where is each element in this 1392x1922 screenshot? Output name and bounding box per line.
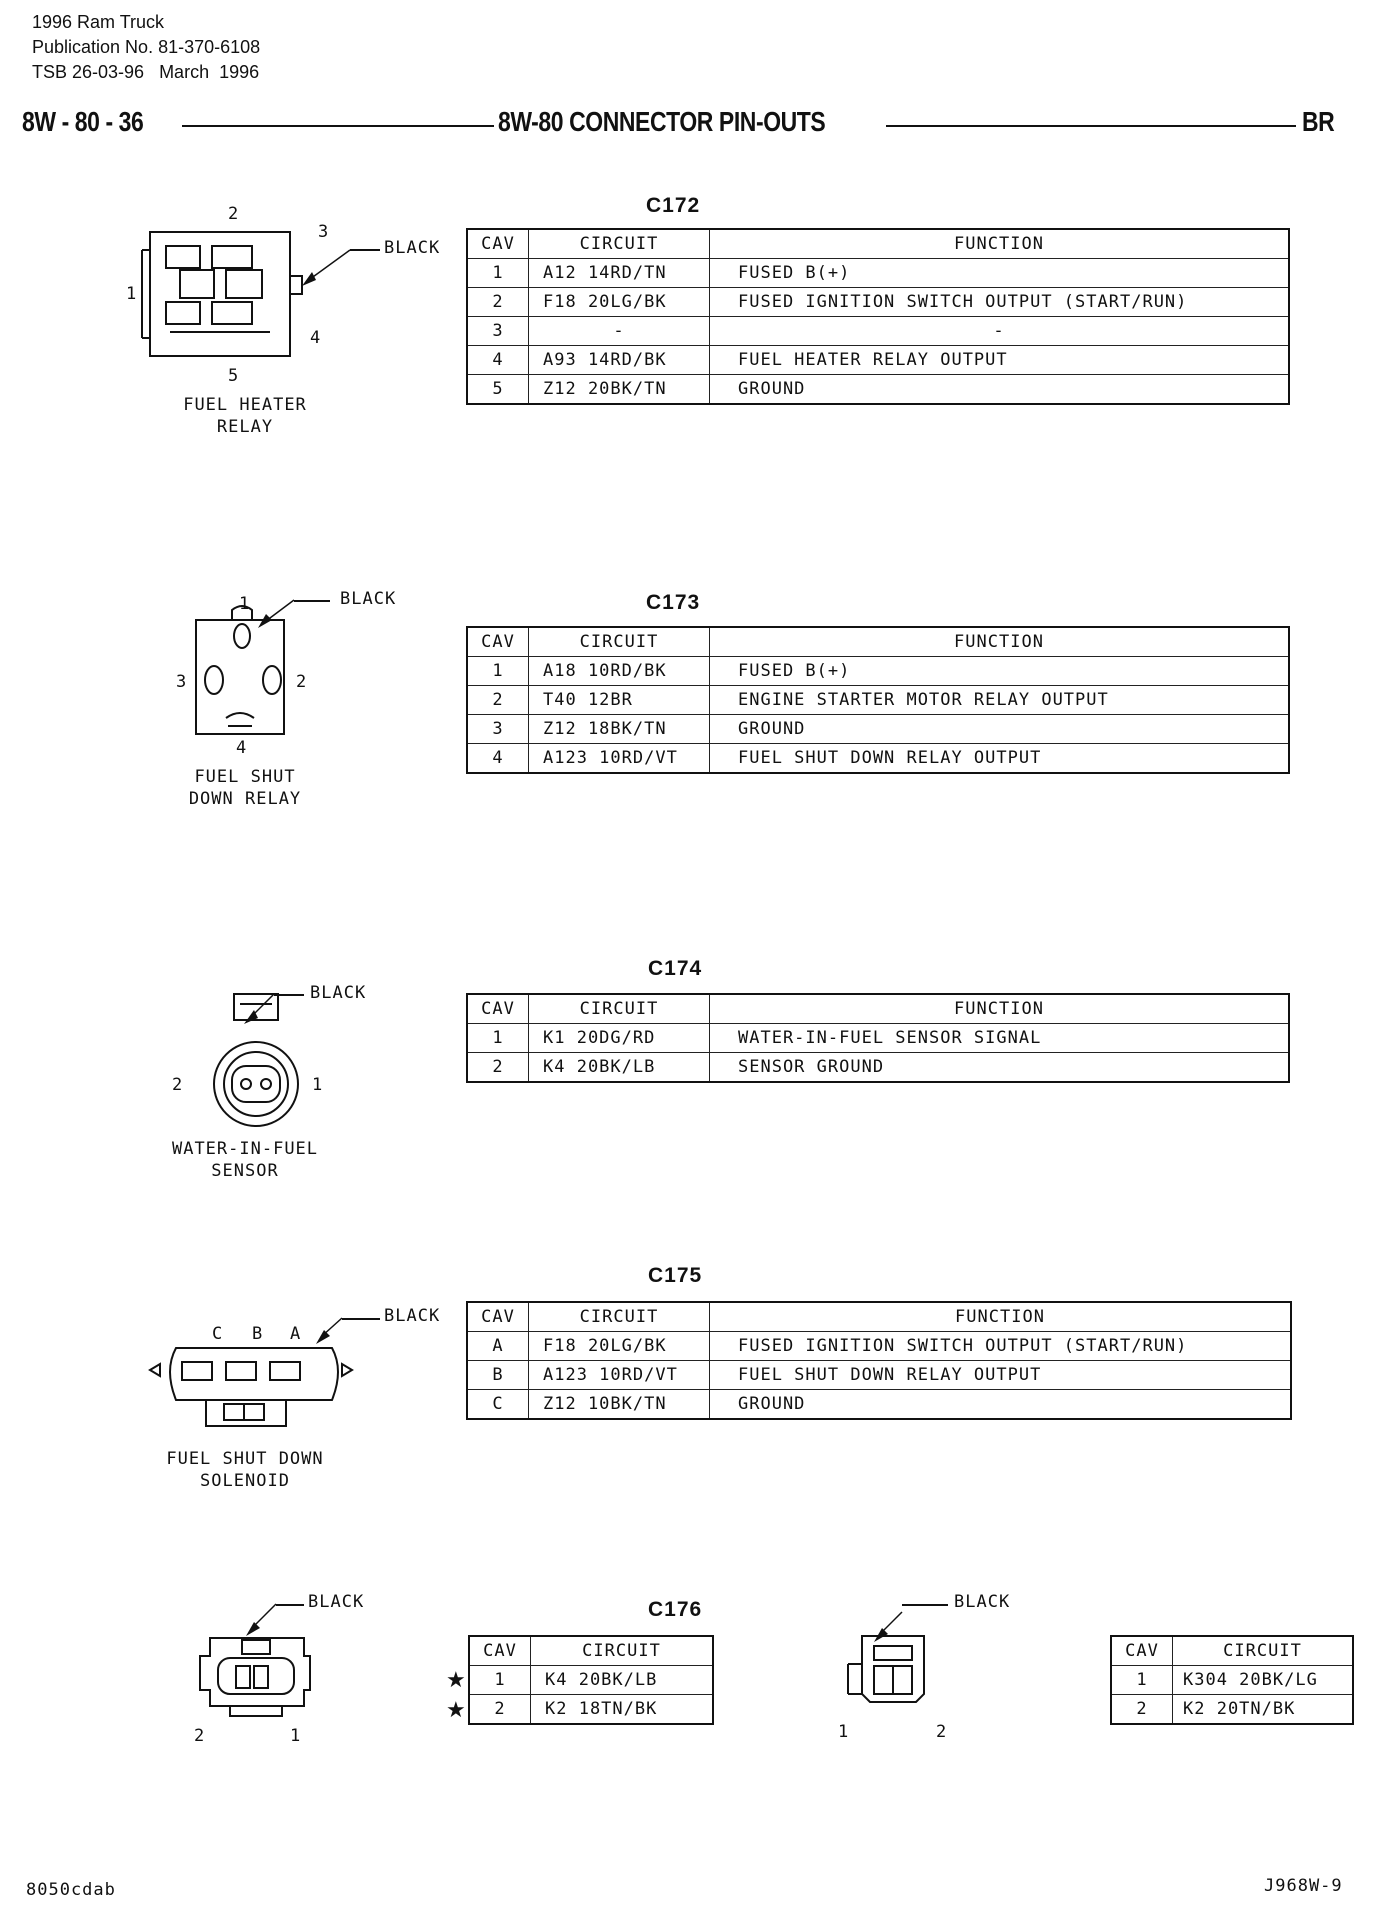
c172-connector-diagram <box>140 220 340 380</box>
function-cell: FUSED IGNITION SWITCH OUTPUT (START/RUN) <box>710 1332 1292 1361</box>
footer-left-code: 8050cdab <box>26 1880 116 1900</box>
table-row <box>467 686 1289 715</box>
c174-component-line2: SENSOR <box>211 1161 279 1181</box>
cav-cell: 2 <box>467 1053 529 1083</box>
c174-component-name <box>150 1138 340 1182</box>
cav-cell: 1 <box>467 657 529 686</box>
function-cell: SENSOR GROUND <box>710 1053 1290 1083</box>
col-cav: CAV <box>467 229 529 259</box>
table-row <box>467 657 1289 686</box>
c175-component-name <box>140 1448 350 1492</box>
function-cell: GROUND <box>710 715 1290 744</box>
cav-cell: 1 <box>467 1024 529 1053</box>
c172-color-label: BLACK <box>384 238 441 258</box>
cav-cell: 1 <box>1111 1666 1173 1695</box>
c175-pin-b-label: B <box>252 1324 263 1344</box>
cav-cell: 2 <box>467 288 529 317</box>
header-rule-right <box>886 125 1296 127</box>
c173-color-label: BLACK <box>340 589 397 609</box>
doc-vehicle: 1996 Ram Truck <box>32 12 165 32</box>
c176-row2-star: ★ <box>446 1698 466 1723</box>
table-header-row <box>467 229 1289 259</box>
c173-pin-2-label: 2 <box>296 672 307 692</box>
cav-cell: 3 <box>467 317 529 346</box>
col-circuit: CIRCUIT <box>529 994 710 1024</box>
circuit-cell: Z12 18BK/TN <box>529 715 710 744</box>
c173-pin-3-label: 3 <box>176 672 187 692</box>
table-row <box>467 288 1289 317</box>
table-header-row <box>467 994 1289 1024</box>
table-row <box>467 1361 1291 1390</box>
table-header-row <box>467 1302 1291 1332</box>
c176b-pin-1-label: 1 <box>838 1722 849 1742</box>
col-cav: CAV <box>467 994 529 1024</box>
c172-table <box>466 228 1290 405</box>
col-function: FUNCTION <box>710 627 1290 657</box>
circuit-cell: A93 14RD/BK <box>529 346 710 375</box>
c175-color-label: BLACK <box>384 1306 441 1326</box>
cav-cell: C <box>467 1390 529 1420</box>
table-row <box>467 1024 1289 1053</box>
c173-pin-4-label: 4 <box>236 738 247 758</box>
c176-color-label: BLACK <box>308 1592 365 1612</box>
cav-cell: 2 <box>469 1695 531 1725</box>
c174-title: C174 <box>648 957 703 980</box>
c174-pin-1-label: 1 <box>312 1075 323 1095</box>
c172-pin-2-label: 2 <box>228 204 239 224</box>
c172-pin-4-label: 4 <box>310 328 321 348</box>
c173-leader-line <box>294 600 330 602</box>
cav-cell: 1 <box>467 259 529 288</box>
function-cell: FUEL HEATER RELAY OUTPUT <box>710 346 1290 375</box>
function-cell: FUSED B(+) <box>710 259 1290 288</box>
c172-pin-5-label: 5 <box>228 366 239 386</box>
function-cell: GROUND <box>710 375 1290 405</box>
c172-component-line1: FUEL HEATER <box>183 395 307 415</box>
c176-pin-2-label: 2 <box>194 1726 205 1746</box>
c174-component-line1: WATER-IN-FUEL <box>171 1139 319 1159</box>
cav-cell: 3 <box>467 715 529 744</box>
cav-cell: 1 <box>469 1666 531 1695</box>
cav-cell: 2 <box>1111 1695 1173 1725</box>
c176-row1-star: ★ <box>446 1668 466 1693</box>
cav-cell: 2 <box>467 686 529 715</box>
circuit-cell: A123 10RD/VT <box>529 744 710 774</box>
function-cell: FUEL SHUT DOWN RELAY OUTPUT <box>710 1361 1292 1390</box>
table-row <box>469 1666 713 1695</box>
function-cell: FUEL SHUT DOWN RELAY OUTPUT <box>710 744 1290 774</box>
c176-leader-line <box>276 1604 304 1606</box>
page-number: 8W - 80 - 36 <box>22 106 144 137</box>
cav-cell: 5 <box>467 375 529 405</box>
doc-publication: Publication No. 81-370-6108 <box>32 37 261 57</box>
c176-connector-diagram <box>190 1610 330 1720</box>
circuit-cell: F18 20LG/BK <box>529 288 710 317</box>
circuit-cell: K1 20DG/RD <box>529 1024 710 1053</box>
circuit-cell: K4 20BK/LB <box>531 1666 714 1695</box>
c172-component-line2: RELAY <box>216 417 274 437</box>
table-row <box>467 1390 1291 1420</box>
table-row <box>467 715 1289 744</box>
c174-connector-diagram <box>190 990 330 1120</box>
page-title: 8W-80 CONNECTOR PIN-OUTS <box>498 106 826 137</box>
c172-pin-1-label: 1 <box>126 284 137 304</box>
c175-connector-diagram <box>146 1330 366 1440</box>
function-cell: FUSED B(+) <box>710 657 1290 686</box>
c174-pin-2-label: 2 <box>172 1075 183 1095</box>
c175-pin-a-label: A <box>290 1324 301 1344</box>
c173-table <box>466 626 1290 774</box>
c176b-pin-2-label: 2 <box>936 1722 947 1742</box>
c175-component-line1: FUEL SHUT DOWN <box>166 1449 324 1469</box>
col-circuit: CIRCUIT <box>1173 1636 1354 1666</box>
col-cav: CAV <box>467 627 529 657</box>
footer-right-code: J968W-9 <box>1264 1876 1343 1896</box>
function-cell: - <box>710 317 1290 346</box>
c175-table <box>466 1301 1292 1420</box>
c175-pin-c-label: C <box>212 1324 223 1344</box>
c175-title: C175 <box>648 1264 703 1287</box>
col-circuit: CIRCUIT <box>531 1636 714 1666</box>
c174-table <box>466 993 1290 1083</box>
col-cav: CAV <box>1111 1636 1173 1666</box>
section-code: BR <box>1302 106 1335 137</box>
c173-component-line1: FUEL SHUT <box>194 767 296 787</box>
c176b-leader-line <box>902 1604 948 1606</box>
c176-title: C176 <box>648 1598 703 1621</box>
circuit-cell: A123 10RD/VT <box>529 1361 710 1390</box>
cav-cell: A <box>467 1332 529 1361</box>
table-header-row <box>467 627 1289 657</box>
c176-table <box>468 1635 714 1725</box>
table-row <box>467 744 1289 774</box>
c175-component-line2: SOLENOID <box>200 1471 290 1491</box>
table-row <box>467 375 1289 405</box>
table-row <box>467 346 1289 375</box>
c173-component-name <box>160 766 330 810</box>
cav-cell: 4 <box>467 744 529 774</box>
table-header-row <box>1111 1636 1353 1666</box>
circuit-cell: K4 20BK/LB <box>529 1053 710 1083</box>
c176b-table <box>1110 1635 1354 1725</box>
col-cav: CAV <box>467 1302 529 1332</box>
table-row <box>467 259 1289 288</box>
circuit-cell: K2 20TN/BK <box>1173 1695 1354 1725</box>
c173-pin-1-label: 1 <box>239 594 250 614</box>
table-row <box>467 317 1289 346</box>
doc-tsb: TSB 26-03-96 March 1996 <box>32 62 260 82</box>
col-circuit: CIRCUIT <box>529 229 710 259</box>
c173-component-line2: DOWN RELAY <box>188 789 302 809</box>
c172-leader-line <box>350 249 380 251</box>
table-row <box>467 1053 1289 1083</box>
col-circuit: CIRCUIT <box>529 627 710 657</box>
function-cell: WATER-IN-FUEL SENSOR SIGNAL <box>710 1024 1290 1053</box>
cav-cell: B <box>467 1361 529 1390</box>
col-function: FUNCTION <box>710 994 1290 1024</box>
circuit-cell: Z12 10BK/TN <box>529 1390 710 1420</box>
table-row <box>469 1695 713 1725</box>
col-cav: CAV <box>469 1636 531 1666</box>
c176-pin-1-label: 1 <box>290 1726 301 1746</box>
cav-cell: 4 <box>467 346 529 375</box>
circuit-cell: - <box>529 317 710 346</box>
function-cell: FUSED IGNITION SWITCH OUTPUT (START/RUN) <box>710 288 1290 317</box>
function-cell: GROUND <box>710 1390 1292 1420</box>
c172-pin-3-label: 3 <box>318 222 329 242</box>
c172-title: C172 <box>646 194 701 217</box>
circuit-cell: K2 18TN/BK <box>531 1695 714 1725</box>
circuit-cell: A12 14RD/TN <box>529 259 710 288</box>
c172-component-name <box>160 394 330 438</box>
circuit-cell: Z12 20BK/TN <box>529 375 710 405</box>
table-header-row <box>469 1636 713 1666</box>
c174-color-label: BLACK <box>310 983 367 1003</box>
function-cell: ENGINE STARTER MOTOR RELAY OUTPUT <box>710 686 1290 715</box>
circuit-cell: K304 20BK/LG <box>1173 1666 1354 1695</box>
c176b-connector-diagram <box>840 1620 940 1720</box>
col-circuit: CIRCUIT <box>529 1302 710 1332</box>
col-function: FUNCTION <box>710 1302 1292 1332</box>
col-function: FUNCTION <box>710 229 1290 259</box>
table-row <box>467 1332 1291 1361</box>
c173-connector-diagram <box>180 600 350 750</box>
circuit-cell: F18 20LG/BK <box>529 1332 710 1361</box>
circuit-cell: T40 12BR <box>529 686 710 715</box>
c173-title: C173 <box>646 591 701 614</box>
c174-leader-line <box>274 994 304 996</box>
table-row <box>1111 1695 1353 1725</box>
circuit-cell: A18 10RD/BK <box>529 657 710 686</box>
c176b-color-label: BLACK <box>954 1592 1011 1612</box>
c175-leader-line <box>342 1318 380 1320</box>
table-row <box>1111 1666 1353 1695</box>
header-rule-left <box>182 125 494 127</box>
